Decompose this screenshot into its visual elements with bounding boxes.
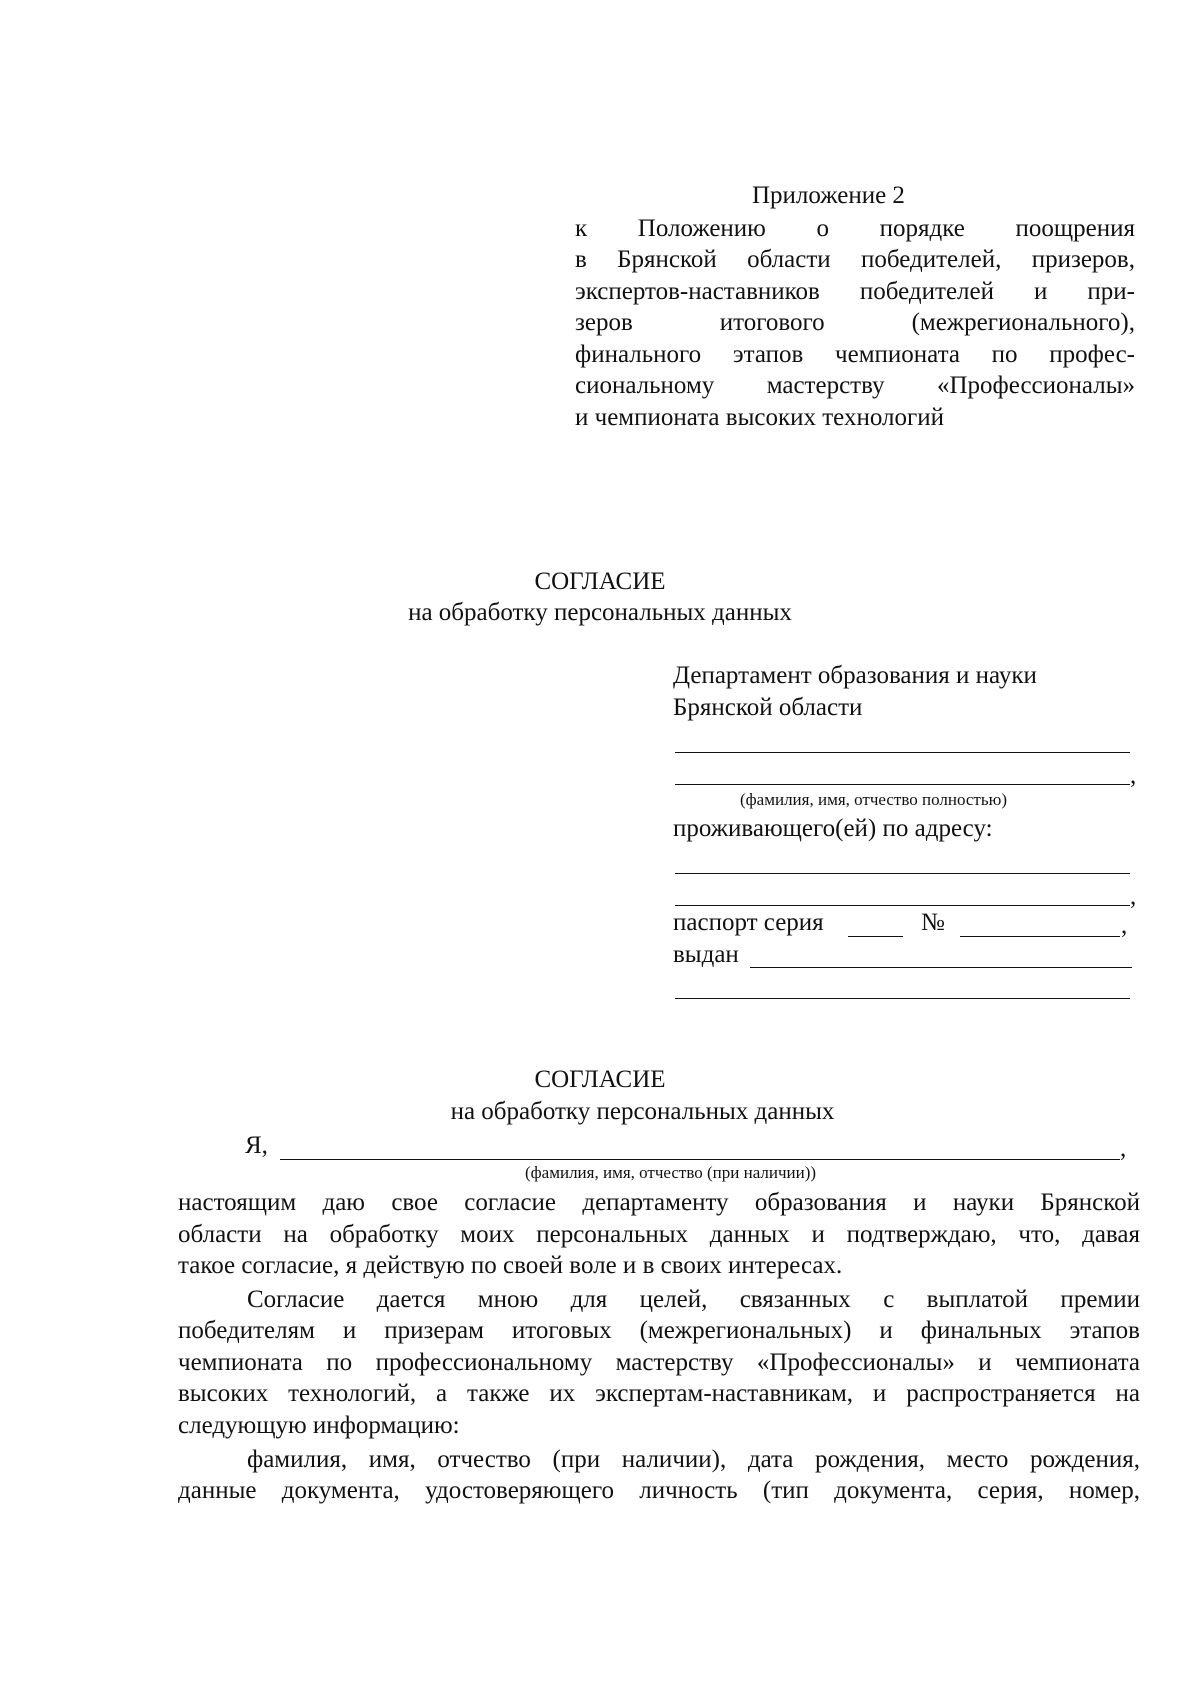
- comma: ,: [1130, 762, 1137, 789]
- passport-series-label: паспорт серия: [673, 909, 824, 936]
- appendix-line: финального этапов чемпионата по профес-: [575, 341, 1135, 368]
- appendix-line: сиональному мастерству «Профессионалы»: [575, 372, 1135, 399]
- form-subtitle: на обработку персональных данных: [408, 599, 792, 626]
- comma: ,: [1130, 883, 1137, 910]
- fio-blank-line[interactable]: [675, 752, 1130, 753]
- fio-hint: (фамилия, имя, отчество полностью): [740, 790, 1007, 809]
- appendix-line: в Брянской области победителей, призеров,: [575, 246, 1135, 273]
- appendix-title: Приложение 2: [752, 182, 905, 209]
- consent-title: СОГЛАСИЕ: [534, 1066, 666, 1093]
- appendix-line: экспертов-наставников победителей и при-: [575, 278, 1135, 305]
- issued-blank-line[interactable]: [750, 967, 1132, 968]
- consent-subtitle: на обработку персональных данных: [450, 1098, 835, 1125]
- form-title: СОГЛАСИЕ: [534, 568, 666, 595]
- addressee-line: Департамент образования и науки: [673, 662, 1037, 689]
- appendix-line: зеров итогового (межрегионального),: [575, 309, 1135, 336]
- paragraph-line: такое согласие, я действую по своей воле и в своих интересах.: [178, 1252, 843, 1279]
- issued-label: выдан: [673, 941, 739, 968]
- address-blank-line[interactable]: [675, 905, 1130, 906]
- paragraph-line: высоких технологий, а также их экспертам-наставникам, и распространяется на: [178, 1380, 1140, 1407]
- ya-label: Я,: [245, 1132, 268, 1159]
- passport-series-blank[interactable]: [848, 936, 903, 937]
- paragraph-line: Согласие дается мною для целей, связанных с выплатой премии: [247, 1286, 1140, 1313]
- address-blank-line[interactable]: [675, 873, 1130, 874]
- addressee-line: Брянской области: [673, 694, 863, 721]
- paragraph-line: чемпионата по профессиональному мастерству «Профессионалы» и чемпионата: [178, 1349, 1140, 1376]
- passport-number-label: №: [921, 909, 945, 936]
- fio-blank-line[interactable]: [675, 784, 1130, 785]
- paragraph-line: данные документа, удостоверяющего личность (тип документа, серия, номер,: [178, 1477, 1140, 1504]
- paragraph-line: настоящим даю свое согласие департаменту образования и науки Брянской: [178, 1189, 1140, 1216]
- consent-fio-blank-line[interactable]: [280, 1159, 1120, 1160]
- paragraph-line: победителям и призерам итоговых (межрегиональных) и финальных этапов: [178, 1317, 1140, 1344]
- consent-fio-hint: (фамилия, имя, отчество (при наличии)): [525, 1163, 817, 1182]
- paragraph-line: фамилия, имя, отчество (при наличии), дата рождения, место рождения,: [247, 1446, 1140, 1473]
- appendix-line: и чемпионата высоких технологий: [575, 404, 944, 431]
- appendix-line: к Положению о порядке поощрения: [575, 215, 1135, 242]
- comma: ,: [1120, 1135, 1127, 1162]
- paragraph-line: области на обработку моих персональных данных и подтверждаю, что, давая: [178, 1221, 1140, 1248]
- issued-blank-line[interactable]: [675, 998, 1130, 999]
- comma: ,: [1121, 912, 1128, 939]
- passport-number-blank[interactable]: [960, 936, 1120, 937]
- paragraph-line: следующую информацию:: [178, 1412, 460, 1439]
- address-label: проживающего(ей) по адресу:: [673, 815, 993, 842]
